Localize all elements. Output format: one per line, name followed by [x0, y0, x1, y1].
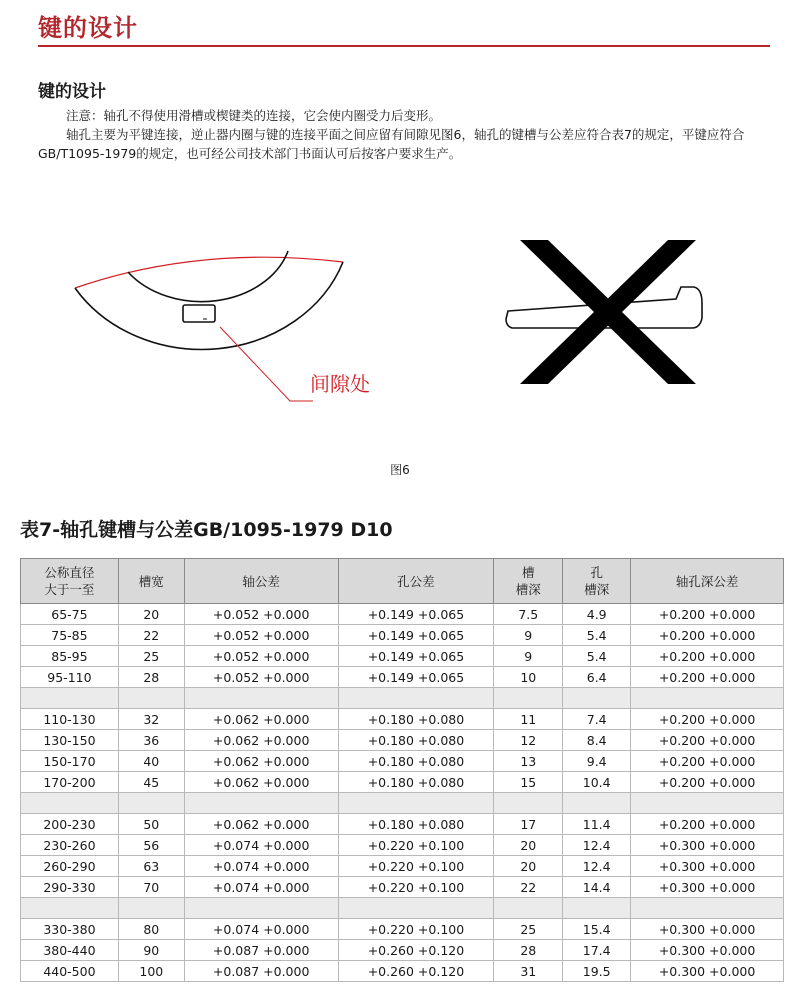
table-cell: 22 — [494, 877, 563, 898]
table-cell: 4.9 — [563, 604, 631, 625]
table-cell: 13 — [494, 751, 563, 772]
table-cell: 11 — [494, 709, 563, 730]
table-cell: 5.4 — [563, 646, 631, 667]
table-cell: 63 — [118, 856, 184, 877]
table-cell — [184, 688, 338, 709]
table-cell — [118, 793, 184, 814]
table-header-row — [21, 559, 784, 604]
table-cell — [21, 688, 119, 709]
table-cell: +0.149 +0.065 — [338, 667, 494, 688]
table-cell — [563, 793, 631, 814]
table-cell: 6.4 — [563, 667, 631, 688]
table-cell: 15.4 — [563, 919, 631, 940]
table-cell: 20 — [494, 835, 563, 856]
table-cell: +0.149 +0.065 — [338, 625, 494, 646]
page-title: 键的设计 — [38, 14, 138, 42]
table-cell — [21, 793, 119, 814]
table-spacer-row — [21, 793, 784, 814]
table-cell: 40 — [118, 751, 184, 772]
table-cell: +0.300 +0.000 — [631, 877, 784, 898]
table-cell: +0.200 +0.000 — [631, 667, 784, 688]
table-row — [21, 835, 784, 856]
table-cell: 28 — [118, 667, 184, 688]
table-cell: +0.200 +0.000 — [631, 814, 784, 835]
table-spacer-row — [21, 898, 784, 919]
table-cell: 7.5 — [494, 604, 563, 625]
table-cell: +0.260 +0.120 — [338, 940, 494, 961]
table-cell: 45 — [118, 772, 184, 793]
table-cell: 200-230 — [21, 814, 119, 835]
note-paragraph: 注意：轴孔不得使用滑槽或楔键类的连接，它会使内圈受力后变形。 — [66, 108, 442, 123]
column-header: 槽宽 — [118, 559, 184, 604]
table-cell: +0.087 +0.000 — [184, 961, 338, 982]
table-cell — [184, 793, 338, 814]
table-cell: 100 — [118, 961, 184, 982]
table-cell: 12.4 — [563, 835, 631, 856]
table-cell — [494, 793, 563, 814]
table-cell: 15 — [494, 772, 563, 793]
table-row — [21, 625, 784, 646]
table-spacer-row — [21, 688, 784, 709]
table-cell: +0.062 +0.000 — [184, 709, 338, 730]
table-row — [21, 877, 784, 898]
table-cell: +0.300 +0.000 — [631, 940, 784, 961]
table-cell — [118, 898, 184, 919]
table-cell: 31 — [494, 961, 563, 982]
table-row — [21, 709, 784, 730]
table-cell: 17 — [494, 814, 563, 835]
table-cell: 36 — [118, 730, 184, 751]
table-cell: 9.4 — [563, 751, 631, 772]
table-cell — [338, 793, 494, 814]
table-cell: 19.5 — [563, 961, 631, 982]
table-cell: 11.4 — [563, 814, 631, 835]
table-cell: +0.220 +0.100 — [338, 877, 494, 898]
table-cell: +0.200 +0.000 — [631, 751, 784, 772]
table-cell: +0.052 +0.000 — [184, 604, 338, 625]
table-cell: 85-95 — [21, 646, 119, 667]
key-gap-figure — [0, 215, 800, 455]
table-body — [21, 604, 784, 982]
table-cell: 20 — [118, 604, 184, 625]
table-cell — [631, 793, 784, 814]
keyway-tolerance-table — [20, 558, 784, 982]
table-cell: 70 — [118, 877, 184, 898]
table-cell: +0.260 +0.120 — [338, 961, 494, 982]
table-row — [21, 961, 784, 982]
table-cell — [118, 688, 184, 709]
table-cell: +0.180 +0.080 — [338, 814, 494, 835]
table-cell: 330-380 — [21, 919, 119, 940]
table-cell: +0.180 +0.080 — [338, 730, 494, 751]
table-row — [21, 667, 784, 688]
table-cell: +0.087 +0.000 — [184, 940, 338, 961]
table-row — [21, 604, 784, 625]
table-cell: 12 — [494, 730, 563, 751]
table-cell: +0.149 +0.065 — [338, 604, 494, 625]
column-header: 孔 槽深 — [563, 559, 631, 604]
table-cell: 380-440 — [21, 940, 119, 961]
table-cell: 260-290 — [21, 856, 119, 877]
table-cell: +0.074 +0.000 — [184, 877, 338, 898]
table-cell: 230-260 — [21, 835, 119, 856]
table-cell: 20 — [494, 856, 563, 877]
table-cell: 75-85 — [21, 625, 119, 646]
table-cell: 10.4 — [563, 772, 631, 793]
table-cell: +0.052 +0.000 — [184, 625, 338, 646]
table-cell: +0.149 +0.065 — [338, 646, 494, 667]
column-header: 公称直径 大于一至 — [21, 559, 119, 604]
table-row — [21, 940, 784, 961]
table-row — [21, 814, 784, 835]
column-header: 轴孔深公差 — [631, 559, 784, 604]
table-cell: 28 — [494, 940, 563, 961]
table-cell: +0.200 +0.000 — [631, 625, 784, 646]
table-row — [21, 856, 784, 877]
table-cell: +0.300 +0.000 — [631, 835, 784, 856]
column-header: 槽 槽深 — [494, 559, 563, 604]
table-cell: 150-170 — [21, 751, 119, 772]
table-cell: +0.074 +0.000 — [184, 835, 338, 856]
table-cell: 95-110 — [21, 667, 119, 688]
table-cell: 90 — [118, 940, 184, 961]
table-cell: +0.220 +0.100 — [338, 919, 494, 940]
table-cell: 8.4 — [563, 730, 631, 751]
table-cell: 9 — [494, 625, 563, 646]
table-row — [21, 751, 784, 772]
gap-label: 间隙处 — [310, 372, 370, 396]
figure-caption: 图6 — [390, 463, 410, 477]
table-row — [21, 919, 784, 940]
table-cell: 110-130 — [21, 709, 119, 730]
column-header: 孔公差 — [338, 559, 494, 604]
table-cell: +0.200 +0.000 — [631, 604, 784, 625]
table-cell: +0.052 +0.000 — [184, 667, 338, 688]
table-cell: 170-200 — [21, 772, 119, 793]
table-cell: 22 — [118, 625, 184, 646]
table-cell: 25 — [118, 646, 184, 667]
table-cell — [631, 898, 784, 919]
table-row — [21, 772, 784, 793]
table-cell: +0.062 +0.000 — [184, 730, 338, 751]
table-cell: +0.062 +0.000 — [184, 772, 338, 793]
table-cell: +0.180 +0.080 — [338, 772, 494, 793]
table-cell: 5.4 — [563, 625, 631, 646]
column-header: 轴公差 — [184, 559, 338, 604]
table-cell — [184, 898, 338, 919]
table-cell — [563, 898, 631, 919]
table-cell: 65-75 — [21, 604, 119, 625]
table-cell: 130-150 — [21, 730, 119, 751]
inner-ring-diagram — [75, 251, 343, 401]
table-cell: 50 — [118, 814, 184, 835]
table-cell: +0.200 +0.000 — [631, 730, 784, 751]
table-row — [21, 646, 784, 667]
table-cell: +0.200 +0.000 — [631, 772, 784, 793]
table-cell — [563, 688, 631, 709]
table-cell: 17.4 — [563, 940, 631, 961]
table-cell: +0.300 +0.000 — [631, 961, 784, 982]
table-row — [21, 730, 784, 751]
table-cell: +0.074 +0.000 — [184, 856, 338, 877]
section-title: 键的设计 — [38, 82, 106, 102]
table-cell: +0.052 +0.000 — [184, 646, 338, 667]
table-cell — [494, 688, 563, 709]
table-cell: 14.4 — [563, 877, 631, 898]
table-cell: +0.062 +0.000 — [184, 814, 338, 835]
header-divider — [38, 45, 770, 47]
table-cell: +0.220 +0.100 — [338, 835, 494, 856]
table-cell: 80 — [118, 919, 184, 940]
table-cell: +0.180 +0.080 — [338, 751, 494, 772]
table-cell — [21, 898, 119, 919]
table-cell: +0.062 +0.000 — [184, 751, 338, 772]
table-cell — [338, 688, 494, 709]
body-paragraph: 轴孔主要为平键连接，逆止器内圈与键的连接平面之间应留有间隙见图6，轴孔的键槽与公差应符合表7的规定，平键应符合GB/T1095-1979的规定，也可经公司技术部门书面认可后按客户要求生产。 — [38, 127, 745, 161]
table-cell: 290-330 — [21, 877, 119, 898]
table-cell: +0.220 +0.100 — [338, 856, 494, 877]
table-cell: 440-500 — [21, 961, 119, 982]
table-cell: 10 — [494, 667, 563, 688]
table-cell: 25 — [494, 919, 563, 940]
table-cell: 7.4 — [563, 709, 631, 730]
table-cell: +0.074 +0.000 — [184, 919, 338, 940]
table-cell: +0.200 +0.000 — [631, 646, 784, 667]
table-cell: +0.200 +0.000 — [631, 709, 784, 730]
table-cell: 56 — [118, 835, 184, 856]
table-cell: 9 — [494, 646, 563, 667]
table-cell: +0.300 +0.000 — [631, 856, 784, 877]
table-cell: +0.300 +0.000 — [631, 919, 784, 940]
table-cell: 12.4 — [563, 856, 631, 877]
table-title: 表7-轴孔键槽与公差GB/1095-1979 D10 — [20, 519, 393, 541]
table-cell: 32 — [118, 709, 184, 730]
table-cell — [494, 898, 563, 919]
table-cell — [631, 688, 784, 709]
table-cell — [338, 898, 494, 919]
table-cell: +0.180 +0.080 — [338, 709, 494, 730]
